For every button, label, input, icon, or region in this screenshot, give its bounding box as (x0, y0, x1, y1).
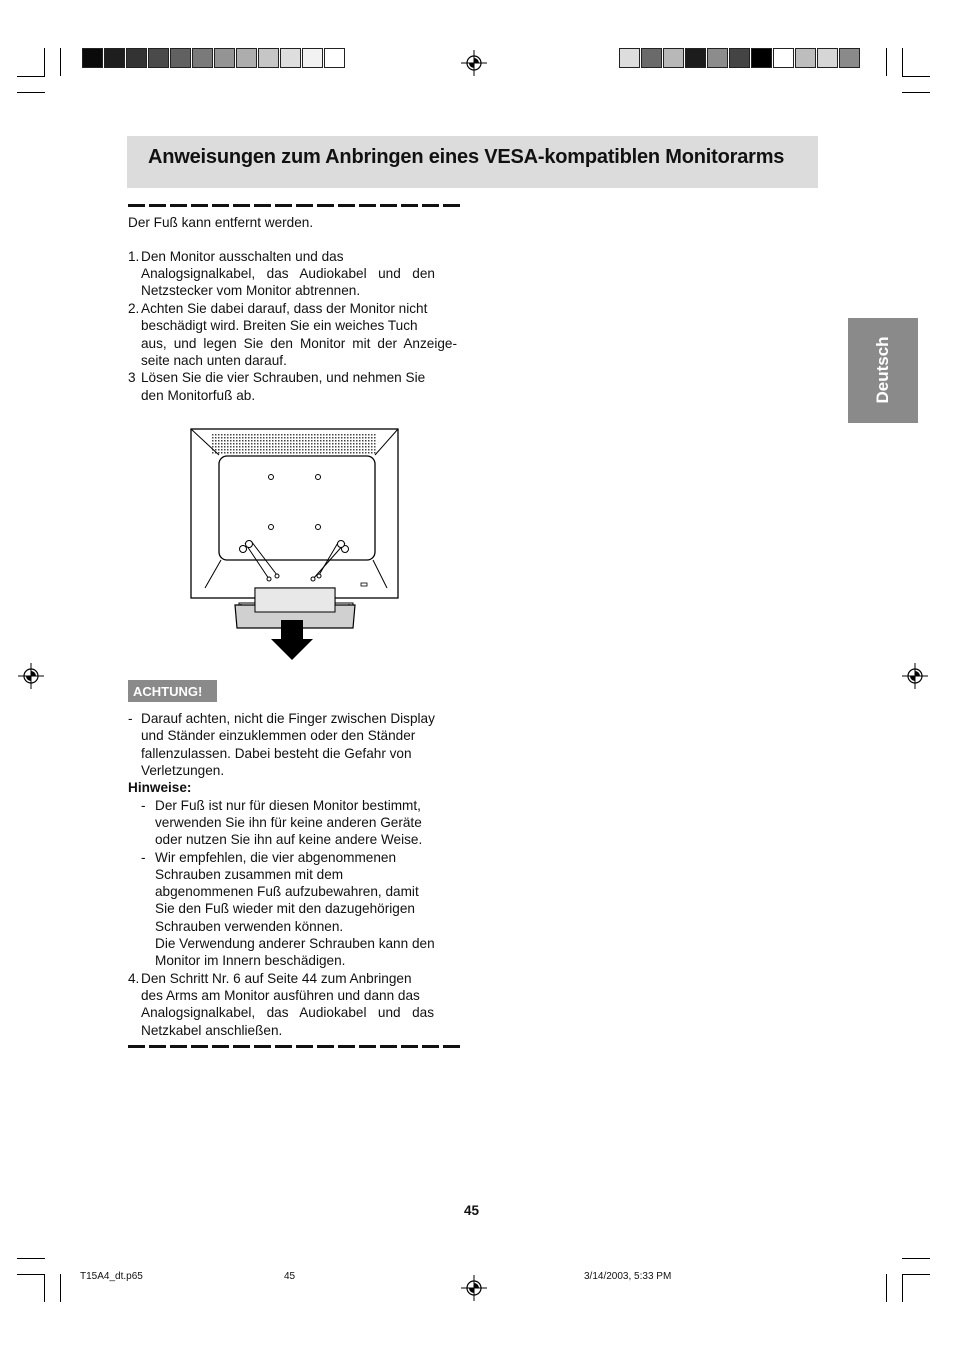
color-swatch (82, 48, 103, 68)
note-text-line: Der Fuß ist nur für diesen Monitor bestimmt, (155, 798, 421, 813)
color-swatch (214, 48, 235, 68)
color-swatch (685, 48, 706, 68)
color-swatch (839, 48, 860, 68)
caution-text-line: Darauf achten, nicht die Finger zwischen Display (141, 711, 435, 726)
color-swatch (707, 48, 728, 68)
color-swatch (773, 48, 794, 68)
step-number: 4. (128, 971, 140, 986)
color-swatch (126, 48, 147, 68)
step-text-line: Lösen Sie die vier Schrauben, und nehmen Sie (141, 370, 426, 385)
registration-mark-left (18, 663, 44, 689)
language-tab-label: Deutsch (873, 336, 892, 404)
note-text-line: abgenommenen Fuß aufzubewahren, damit (155, 884, 419, 899)
note-text-line: Schrauben zusammen mit dem (155, 867, 344, 882)
note-text-line: verwenden Sie ihn für keine anderen Geräte (155, 815, 422, 830)
color-swatch (663, 48, 684, 68)
step-text-line: seite nach unten darauf. (141, 353, 287, 368)
bullet-dash: - (141, 798, 146, 813)
step-text-line: aus, und legen Sie den Monitor mit der Anzeige- (141, 336, 457, 351)
color-swatch (302, 48, 323, 68)
step-text-line: Netzstecker vom Monitor abtrennen. (141, 283, 361, 298)
intro-text: Der Fuß kann entfernt werden. (128, 215, 314, 230)
color-swatch (258, 48, 279, 68)
color-swatch (324, 48, 345, 68)
step-number: 3 (128, 370, 136, 385)
step-text-line: den Monitorfuß ab. (141, 388, 256, 403)
color-swatch (619, 48, 640, 68)
language-tab (848, 318, 918, 423)
color-swatch (795, 48, 816, 68)
step-text-line: Analogsignalkabel, das Audiokabel und das (141, 1005, 434, 1020)
caution-text-line: und Ständer einzuklemmen oder den Ständer (141, 728, 416, 743)
caution-label: ACHTUNG! (133, 684, 203, 699)
bullet-dash: - (141, 850, 146, 865)
color-swatch (729, 48, 750, 68)
note-text-line: Monitor im Innern beschädigen. (155, 953, 346, 968)
color-swatch (751, 48, 772, 68)
color-swatch (280, 48, 301, 68)
registration-mark-right (902, 663, 928, 689)
color-swatch (641, 48, 662, 68)
notes-heading: Hinweise: (128, 780, 192, 795)
step-text-line: Achten Sie dabei darauf, dass der Monitor nicht (141, 301, 428, 316)
caution-text-line: Verletzungen. (141, 763, 225, 778)
step-number: 1. (128, 249, 140, 264)
note-text-line: Wir empfehlen, die vier abgenommenen (155, 850, 397, 865)
step-text-line: beschädigt wird. Breiten Sie ein weiches Tuch (141, 318, 418, 333)
step-text-line: Analogsignalkabel, das Audiokabel und den (141, 266, 435, 281)
page-title: Anweisungen zum Anbringen eines VESA-kompatiblen Monitorarms (148, 146, 785, 168)
caution-badge (128, 680, 217, 702)
registration-mark-top (461, 50, 487, 76)
step-text-line: des Arms am Monitor ausführen und dann das (141, 988, 420, 1003)
dashed-rule-bottom (128, 1045, 464, 1048)
footer-page: 45 (284, 1271, 296, 1282)
monitor-stand-removal-illustration (185, 425, 405, 665)
step-text-line: Netzkabel anschließen. (141, 1023, 283, 1038)
registration-mark-bottom (461, 1275, 487, 1301)
page-number: 45 (464, 1203, 480, 1218)
note-text-line: Sie den Fuß wieder mit den dazugehörigen (155, 901, 415, 916)
footer-filename: T15A4_dt.p65 (80, 1271, 143, 1282)
step-number: 2. (128, 301, 140, 316)
dashed-rule-top (128, 204, 464, 207)
note-text-line: Die Verwendung anderer Schrauben kann den (155, 936, 435, 951)
note-text-line: oder nutzen Sie ihn auf keine andere Weise. (155, 832, 423, 847)
color-swatch (148, 48, 169, 68)
step-text-line: Den Schritt Nr. 6 auf Seite 44 zum Anbringen (141, 971, 412, 986)
note-text-line: Schrauben verwenden können. (155, 919, 344, 934)
step-text-line: Den Monitor ausschalten und das (141, 249, 344, 264)
bullet-dash: - (128, 711, 133, 726)
color-swatch (817, 48, 838, 68)
color-swatch (192, 48, 213, 68)
title-banner (127, 136, 818, 188)
color-swatch (236, 48, 257, 68)
footer-timestamp: 3/14/2003, 5:33 PM (584, 1271, 672, 1282)
color-swatch (104, 48, 125, 68)
color-swatch (170, 48, 191, 68)
caution-text-line: fallenzulassen. Dabei besteht die Gefahr von (141, 746, 412, 761)
